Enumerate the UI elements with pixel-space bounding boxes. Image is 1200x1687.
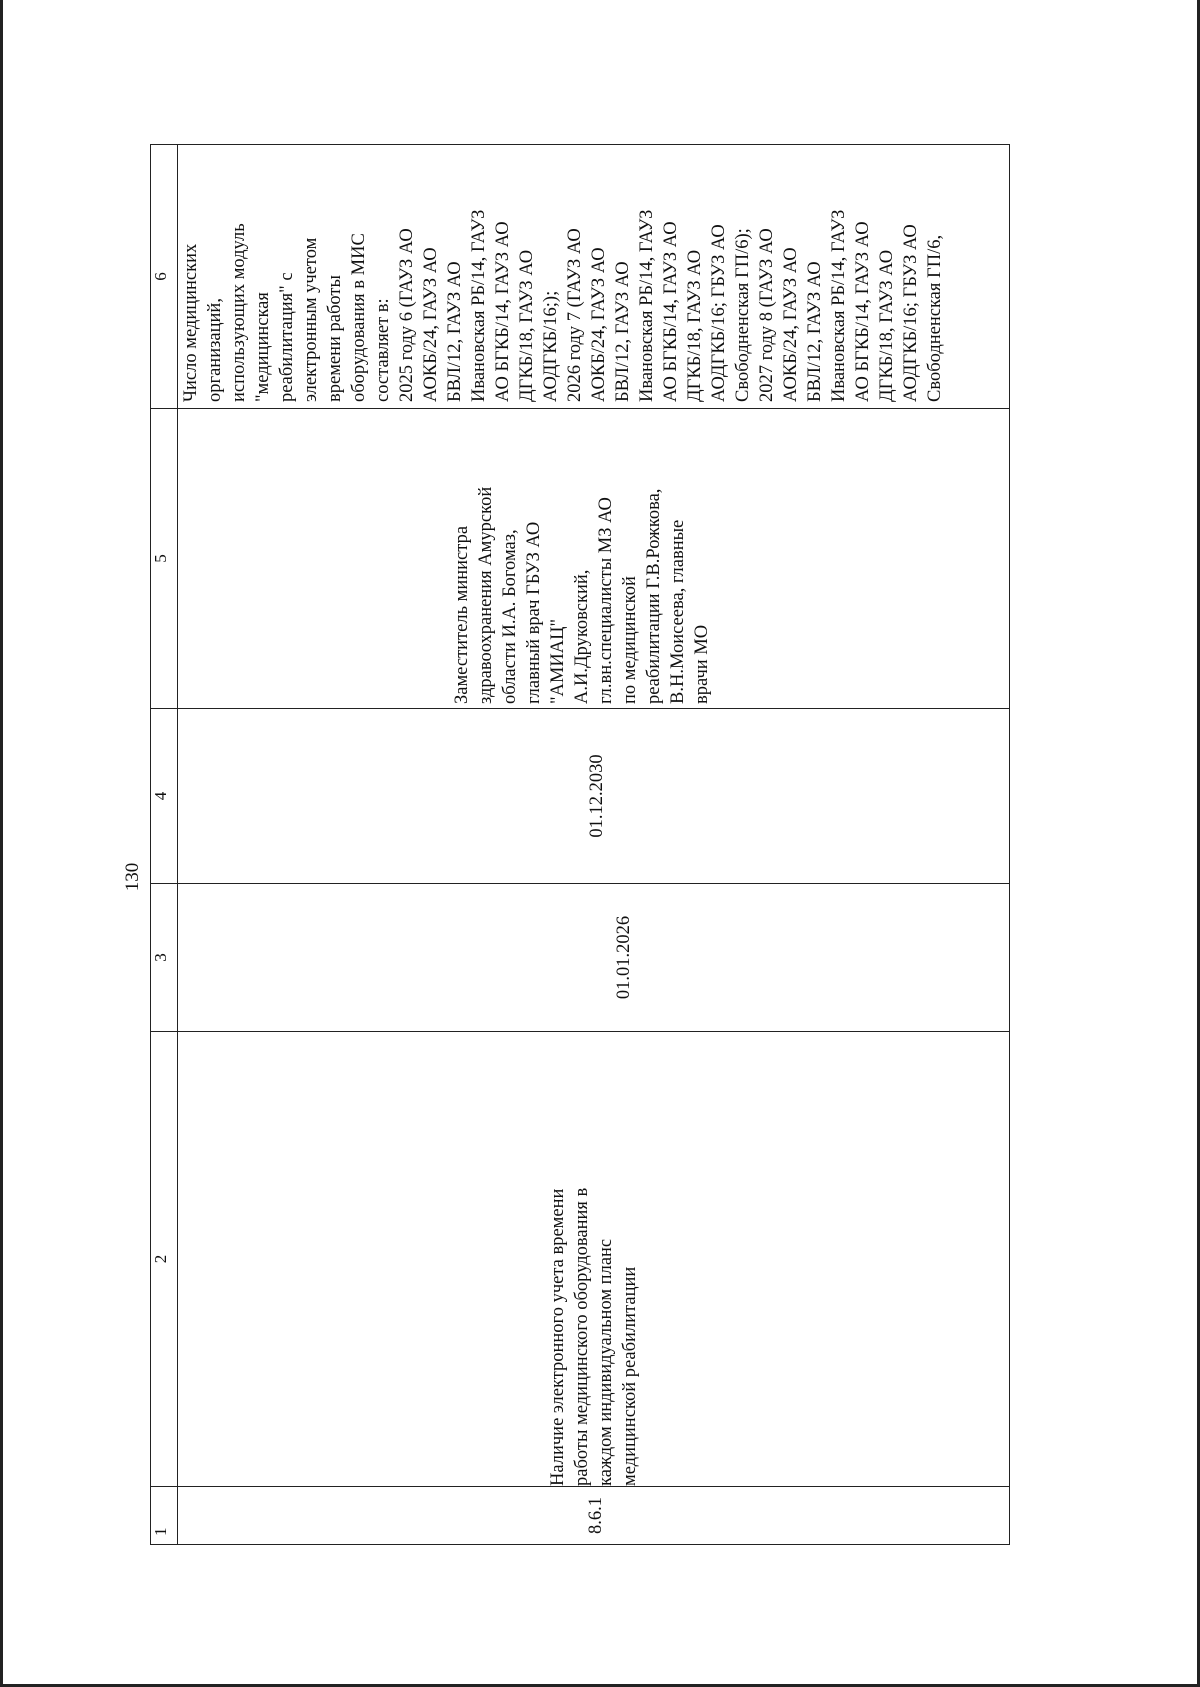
result-line: 2025 году 6 (ГАУЗ АО — [397, 228, 417, 402]
responsible-line: А.И.Друковский, — [572, 569, 592, 704]
start-date: 01.01.2026 — [614, 915, 634, 1000]
end-date: 01.12.2030 — [587, 754, 607, 838]
row-number-cell — [178, 1487, 1010, 1545]
responsible-line: врачи МО — [692, 624, 712, 704]
result-text — [179, 145, 947, 408]
column-header-5: 5 — [151, 409, 178, 709]
end-date-cell — [178, 709, 1010, 884]
result-line: АОКБ/24, ГАУЗ АО — [781, 247, 801, 402]
result-line: реабилитация" с — [277, 272, 297, 402]
result-line: БВЛ/12, ГАУЗ АО — [613, 261, 633, 402]
result-line: электронным учетом — [301, 237, 321, 402]
responsible-line: В.Н.Моисеева, главные — [668, 519, 688, 704]
responsible-line: реабилитации Г.В.Рожкова, — [644, 488, 664, 704]
result-line: Ивановская РБ/14, ГАУЗ — [469, 209, 489, 402]
result-line: 2026 году 7 (ГАУЗ АО — [565, 228, 585, 402]
result-line: ДГКБ/18, ГАУЗ АО — [685, 249, 705, 402]
result-line: ДГКБ/18, ГАУЗ АО — [877, 249, 897, 402]
responsible-line: гл.вн.специалисты МЗ АО — [596, 497, 616, 704]
result-line: "медицинская — [253, 292, 273, 402]
result-line: БВЛ/12, ГАУЗ АО — [445, 261, 465, 402]
column-header-4: 4 — [151, 709, 178, 884]
result-line: использующих модуль — [229, 223, 249, 402]
responsible-text — [450, 409, 714, 708]
result-line: Свободненская ГП/6); — [733, 228, 753, 402]
event-name-cell — [178, 1032, 1010, 1487]
result-line: составляет в: — [373, 298, 393, 402]
plan-table — [150, 144, 1010, 1545]
result-line: АОКБ/24, ГАУЗ АО — [589, 247, 609, 402]
responsible-line: главный врач ГБУЗ АО — [524, 521, 544, 704]
table-header-row — [151, 145, 178, 1545]
result-line: 2027 году 8 (ГАУЗ АО — [757, 228, 777, 402]
result-line: организаций, — [205, 298, 225, 402]
result-line: БВЛ/12, ГАУЗ АО — [805, 261, 825, 402]
result-line: АОКБ/24, ГАУЗ АО — [421, 247, 441, 402]
result-line: АО БГКБ/14, ГАУЗ АО — [493, 221, 513, 402]
result-cell — [178, 145, 1010, 409]
event-name-line: каждом индивидуальном планс — [596, 1238, 616, 1486]
responsible-line: по медицинской — [620, 576, 640, 704]
event-name-line: медицинской реабилитации — [620, 1266, 640, 1486]
event-name-text — [546, 1032, 642, 1486]
result-line: Ивановская РБ/14, ГАУЗ — [637, 209, 657, 402]
result-line: времени работы — [325, 275, 345, 402]
result-line: АОДГКБ/16; ГБУЗ АО — [709, 224, 729, 402]
responsible-line: "АМИАЦ" — [548, 619, 568, 704]
column-header-3: 3 — [151, 884, 178, 1032]
start-date-cell — [178, 884, 1010, 1032]
column-header-6: 6 — [151, 145, 178, 409]
event-name-line: работы медицинского оборудования в — [572, 1187, 592, 1486]
result-line: АОДГКБ/16;); — [541, 290, 561, 402]
result-line: АО БГКБ/14, ГАУЗ АО — [853, 221, 873, 402]
result-line: Ивановская РБ/14, ГАУЗ — [829, 209, 849, 402]
page-number: 130 — [122, 862, 143, 892]
result-line: оборудования в МИС — [349, 233, 369, 402]
row-number: 8.6.1 — [586, 1497, 606, 1534]
result-line: ДГКБ/18, ГАУЗ АО — [517, 249, 537, 402]
event-name-line: Наличие электронного учета времени — [548, 1188, 568, 1486]
table-row — [178, 145, 1010, 1545]
responsible-cell — [178, 409, 1010, 709]
result-line: АО БГКБ/14, ГАУЗ АО — [661, 221, 681, 402]
responsible-line: области И.А. Богомаз, — [500, 529, 520, 704]
result-line: Число медицинских — [181, 243, 201, 402]
responsible-line: здравоохранения Амурской — [476, 486, 496, 704]
responsible-line: Заместитель министра — [452, 525, 472, 704]
result-line: Свободненская ГП/6, — [925, 234, 945, 402]
result-line: АОДГКБ/16; ГБУЗ АО — [901, 224, 921, 402]
column-header-1: 1 — [151, 1487, 178, 1545]
column-header-2: 2 — [151, 1032, 178, 1487]
